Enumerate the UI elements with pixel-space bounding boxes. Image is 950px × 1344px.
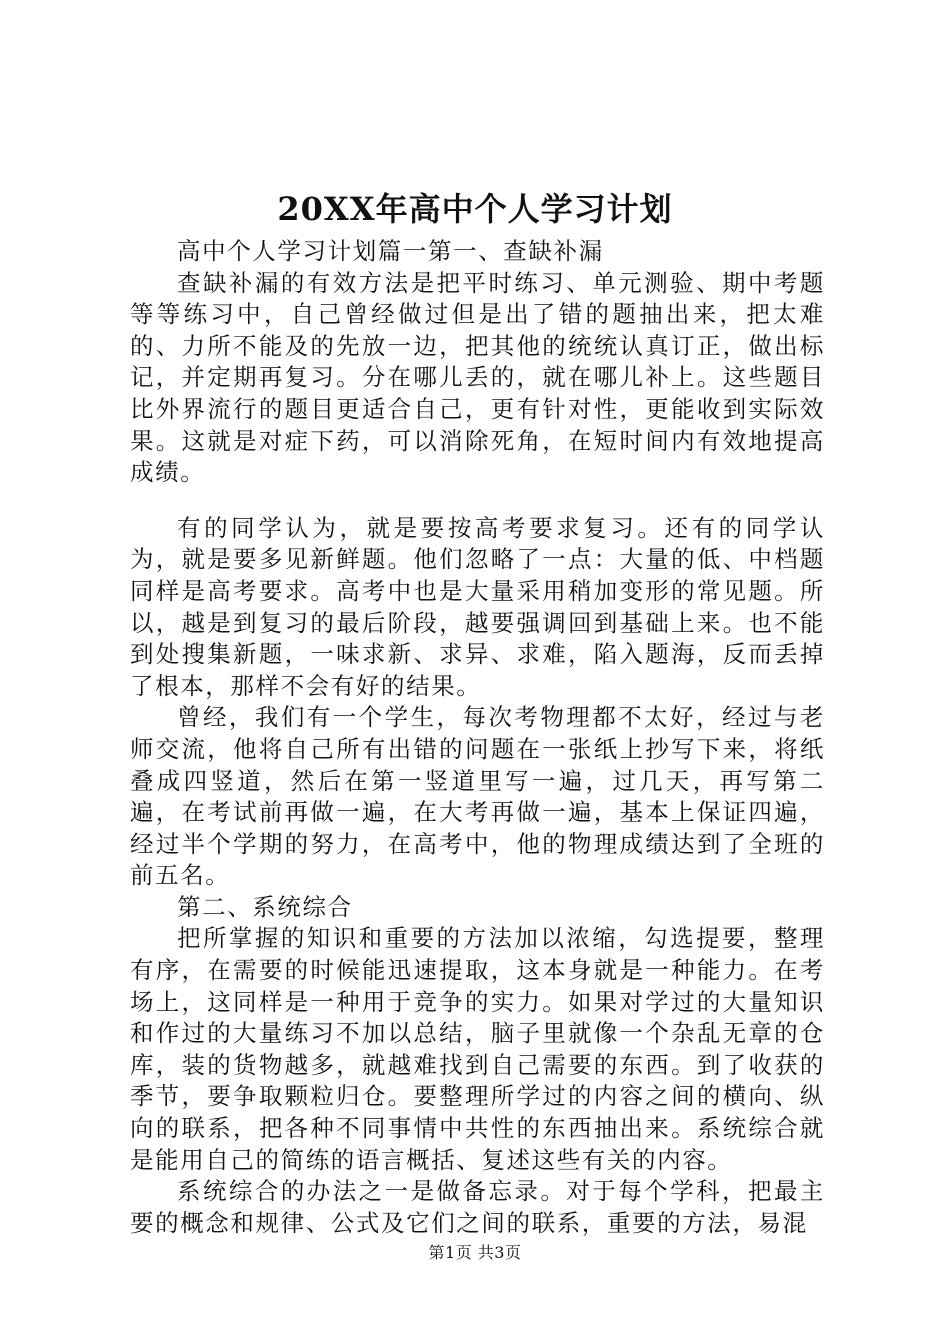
paragraph-1: 查缺补漏的有效方法是把平时练习、单元测验、期中考题等等练习中，自己曾经做过但是出了错的题抽出来，把太难的、力所不能及的先放一边，把其他的统统认真订正，做出标记，并定期再复习。分在哪儿丢的，就在哪儿补上。这些题目比外界流行的题目更适合自己，更有针对性，更能收到实际效果。这就是对症下药，可以消除死角，在短时间内有效地提高成绩。 <box>130 268 825 487</box>
page-footer: 第1页 共3页 <box>428 1243 522 1262</box>
paragraph-2: 有的同学认为，就是要按高考要求复习。还有的同学认为，就是要多见新鲜题。他们忽略了一点：大量的低、中档题同样是高考要求。高考中也是大量采用稍加变形的常见题。所以，越是到复习的最后阶段，越要强调回到基础上来。也不能到处搜集新题，一味求新、求异、求难，陷入题海，反而丢掉了根本，那样不会有好的结果。 <box>130 513 825 700</box>
section-heading-1: 高中个人学习计划篇一第一、查缺补漏 <box>177 237 604 265</box>
section-heading-2: 第二、系统综合 <box>177 892 353 921</box>
document-body <box>130 236 825 1239</box>
paragraph-3: 曾经，我们有一个学生，每次考物理都不太好，经过与老师交流，他将自己所有出错的问题在一张纸上抄写下来，将纸叠成四竖道，然后在第一竖道里写一遍，过几天，再写第二遍，在考试前再做一遍，在大考再做一遍，基本上保证四遍，经过半个学期的努力，在高考中，他的物理成绩达到了全班的前五名。 <box>130 703 825 890</box>
document-title: 20XX年高中个人学习计划 <box>277 190 673 228</box>
paragraph-4: 把所掌握的知识和重要的方法加以浓缩，勾选提要，整理有序，在需要的时候能迅速提取，这本身就是一种能力。在考场上，这同样是一种用于竞争的实力。如果对学过的大量知识和作过的大量练习不加以总结，脑子里就像一个杂乱无章的仓库，装的货物越多，就越难找到自己需要的东西。到了收获的季节，要争取颗粒归仓。要整理所学过的内容之间的横向、纵向的联系，把各种不同事情中共性的东西抽出来。系统综合就是能用自己的简练的语言概括、复述这些有关的内容。 <box>130 924 825 1174</box>
paragraph-5: 系统综合的办法之一是做备忘录。对于每个学科，把最主要的概念和规律、公式及它们之间的联系，重要的方法，易混 <box>130 1177 825 1237</box>
paragraph-spacer <box>130 489 825 513</box>
